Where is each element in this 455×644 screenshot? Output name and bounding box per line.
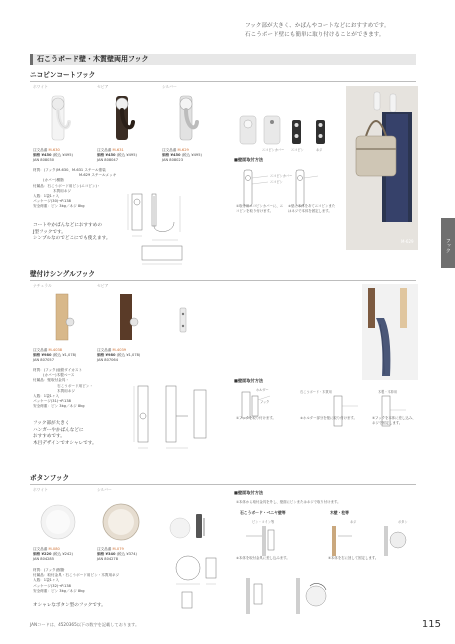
price-tax: (税込 ¥242)	[52, 552, 73, 557]
diagram-label-wood: 木製・木枠用	[378, 390, 398, 394]
product-code: M-630	[48, 148, 60, 152]
install-step-3-1: ①本体から取付金具を外し、壁面にピンまたはネジで取り付けます。	[236, 500, 341, 504]
spec-line: 付属品：石こうボード用ピン(ニコピン)・	[33, 183, 101, 188]
color-label-silver: シルバー	[97, 487, 112, 492]
price: 価格 ¥340	[97, 552, 116, 557]
price-tax: (税込 ¥495)	[116, 153, 137, 158]
diagram-label-gypsum: 石こうボード・木質用	[300, 390, 332, 394]
spec-line: 安全荷重：ピン 3kg／ネジ 8kg	[33, 588, 85, 593]
install-diagram-rotate	[240, 574, 350, 618]
install-label-pin: ニコピン	[291, 148, 304, 152]
diagram-label-pin-coin: ピン・コイン等	[252, 520, 275, 524]
install-step-c: ③フックを本体に差し込み、ネジで固定します。	[372, 416, 416, 425]
section-divider	[30, 280, 416, 281]
color-label-white: ホワイト	[33, 84, 49, 89]
order-label: 注文品番	[33, 148, 48, 152]
price: 価格 ¥980	[33, 353, 52, 358]
jan-code: JAN 808047	[97, 158, 119, 163]
install-sub-wood: 木壁・柱等	[330, 510, 349, 515]
spec-line: パッケージ(31)→P.138	[33, 399, 71, 404]
dimension-drawing-section2	[128, 382, 218, 460]
category-banner	[30, 54, 416, 65]
banner-title: 石こうボード壁・木質壁両用フック	[37, 55, 149, 63]
spec-m630	[33, 148, 95, 164]
desc-line: シンプルなのでどこにでも使えます。	[33, 236, 111, 242]
desc-line: おすすめです。	[33, 434, 65, 440]
price-tax: (税込 ¥495)	[52, 153, 73, 158]
spec-m4039	[97, 348, 159, 364]
spec-line: 入数：1袋1ヶ入	[33, 194, 60, 199]
price-tax: (税込 ¥495)	[181, 153, 202, 158]
spec-line: 安全荷重：ピン 3kg／ネジ 8kg	[33, 404, 85, 409]
product-code: M-080	[48, 547, 60, 551]
spec-line: 材質：(フック)樹脂	[33, 568, 65, 572]
spec-line: 付属品：壁取付金具・	[33, 378, 69, 383]
product-image-m080	[36, 500, 80, 544]
product-image-m079	[98, 500, 144, 544]
umbrella-photo	[362, 284, 418, 380]
install-images-section1	[236, 112, 338, 152]
install-step-a: ①フックを取り付けます。	[236, 416, 276, 420]
spec-line: パッケージ(30)→P.138	[33, 199, 71, 204]
product-code: M-4039	[112, 348, 127, 352]
price: 価格 ¥980	[97, 353, 116, 358]
spec-m079	[97, 547, 159, 563]
materials-section1	[33, 168, 121, 210]
price: 価格 ¥450	[97, 153, 116, 158]
spec-line: 付属品：取付金具・石こうボード用ピン・木質用ネジ	[33, 573, 120, 578]
install-step-b: ②ホルダー部分を壁に取り付けます。	[300, 416, 357, 420]
diagram-label-button: ボタン	[398, 520, 408, 524]
banner-accent	[30, 54, 33, 65]
jan-code: JAN 807057	[33, 358, 55, 363]
install-step-3-2: ②本体を取付金具に差し込みます。	[236, 556, 290, 560]
product-image-m4038	[48, 292, 78, 344]
spec-line: 木質用ネジ	[53, 188, 71, 193]
color-label-white: ホワイト	[33, 487, 49, 492]
intro-line-2: 石こうボード壁にも簡単に取り付けることができます。	[245, 31, 385, 38]
color-label-sepia: セピア	[97, 84, 109, 89]
jan-code: JAN 808030	[33, 158, 55, 163]
spec-line: M-629 スチールメッキ	[79, 173, 117, 178]
spec-m631	[97, 148, 159, 164]
price-tax: (税込 ¥1,078)	[52, 353, 77, 358]
hook-detail-image	[174, 306, 194, 336]
order-label: 注文品番	[33, 547, 48, 551]
dimension-drawing-section1	[122, 188, 197, 270]
install-title-section2: ■壁面取付方法	[234, 378, 264, 383]
install-label-cover: ニコピンカバー	[262, 148, 285, 152]
install-sub-gypsum: 石こうボード・ベニヤ壁等	[240, 510, 286, 515]
install-step-3-3: ③本体を右に回して固定します。	[328, 556, 379, 560]
spec-line: 入数：1袋1ヶ入	[33, 394, 60, 399]
install-step-2: ②壁に本体をあてニコピンまたはネジで本体を固定します。	[288, 204, 336, 213]
desc-line: 木目デザインでオシャレです。	[33, 440, 97, 446]
order-label: 注文品番	[162, 148, 177, 152]
jan-code: JAN 804285	[33, 557, 55, 562]
color-label-sepia: セピア	[97, 283, 109, 288]
install-title-section3: ■壁面取付方法	[234, 490, 264, 495]
spec-line: 入数：1袋1ヶ入	[33, 578, 60, 583]
spec-m629	[162, 148, 224, 164]
diagram-label-cover: ニコピンカバー	[270, 174, 293, 178]
photo-label-m629: M-629	[401, 239, 414, 244]
product-code: M-629	[177, 148, 189, 152]
footer-jan-note: JANコードは、4520365以下の数字を記載しております。	[30, 622, 140, 627]
side-tab-label: フック	[444, 238, 451, 253]
product-code: M-631	[112, 148, 124, 152]
spec-line: 石こうボード用ピン・	[57, 383, 93, 388]
section-title-nicopin: ニコピンコートフック	[30, 71, 96, 79]
intro-line-1: フック部が大きく、かばんやコートなどにおすすめです。	[245, 23, 390, 29]
order-label: 注文品番	[33, 348, 48, 352]
install-title-section1: ■壁面取付方法	[234, 157, 264, 162]
section-divider	[30, 81, 416, 82]
intro-text	[245, 22, 415, 39]
desc-line: ハンガーやかばんなどに	[33, 427, 84, 433]
side-index-tab[interactable]	[441, 218, 455, 268]
section-divider	[30, 484, 416, 485]
materials-section3	[33, 568, 183, 594]
product-code: M-4038	[48, 348, 63, 352]
product-code: M-079	[112, 547, 124, 551]
color-label-silver: シルバー	[162, 84, 177, 89]
spec-line: 材質：(フック)亜鉛ダイカスト	[33, 368, 83, 372]
desc-line: フック部が大きく	[33, 421, 70, 426]
spec-line: 安全荷重：ピン 3kg／ネジ 8kg	[33, 204, 85, 209]
product-image-m630	[38, 92, 78, 144]
price: 価格 ¥220	[33, 552, 52, 557]
order-label: 注文品番	[97, 348, 112, 352]
jan-code: JAN 808023	[162, 158, 184, 163]
materials-section2	[33, 368, 121, 410]
product-image-m631	[102, 92, 142, 144]
page-number: 115	[421, 619, 441, 630]
price: 価格 ¥450	[162, 153, 181, 158]
install-label-screw: ネジ	[316, 148, 323, 152]
install-diagram-section2	[236, 386, 416, 444]
product-image-m4039	[112, 292, 142, 344]
diagram-label-holder: ホルダー	[256, 388, 269, 392]
price-tax: (税込 ¥374)	[116, 552, 137, 557]
button-hook-parts-image	[166, 510, 210, 542]
diagram-label-pin: ニコピン	[270, 180, 283, 184]
description-section2	[33, 421, 123, 448]
spec-line: 材質：(フック)M-630、M-631 スチール塗装	[33, 168, 106, 172]
order-label: 注文品番	[97, 148, 112, 152]
description-section1	[33, 223, 123, 243]
spec-line: パッケージ(32)→P.138	[33, 583, 71, 588]
section-title-single-hook: 壁付けシングルフック	[30, 270, 95, 278]
desc-line: コートやかばんなどにおすすめの	[33, 223, 102, 228]
color-label-natural: ナチュラル	[33, 283, 52, 288]
section-title-button-hook: ボタンフック	[30, 474, 70, 482]
spec-line: (カバー)木製ベース	[43, 373, 75, 378]
install-step-1: ①取付用ニコピンカバーに、ニコピンを取り付けます。	[236, 204, 284, 213]
desc-line: J型フックです。	[33, 229, 66, 235]
description-section3: オシャレなボタン型のフックです。	[33, 603, 106, 608]
spec-line: 木質用ネジ	[57, 388, 75, 393]
price-tax: (税込 ¥1,078)	[116, 353, 141, 358]
spec-m4038	[33, 348, 95, 364]
price: 価格 ¥450	[33, 153, 52, 158]
product-image-m629	[166, 92, 206, 144]
diagram-label-hook: フック	[260, 400, 270, 404]
dimension-drawing-section3	[172, 548, 226, 614]
spec-line: (カバー)樹脂	[43, 178, 64, 183]
bag-hanging-photo	[346, 86, 418, 250]
diagram-label-screw: ネジ	[350, 520, 357, 524]
jan-code: JAN 807064	[97, 358, 119, 363]
order-label: 注文品番	[97, 547, 112, 551]
spec-m080	[33, 547, 95, 563]
jan-code: JAN 804278	[97, 557, 119, 562]
